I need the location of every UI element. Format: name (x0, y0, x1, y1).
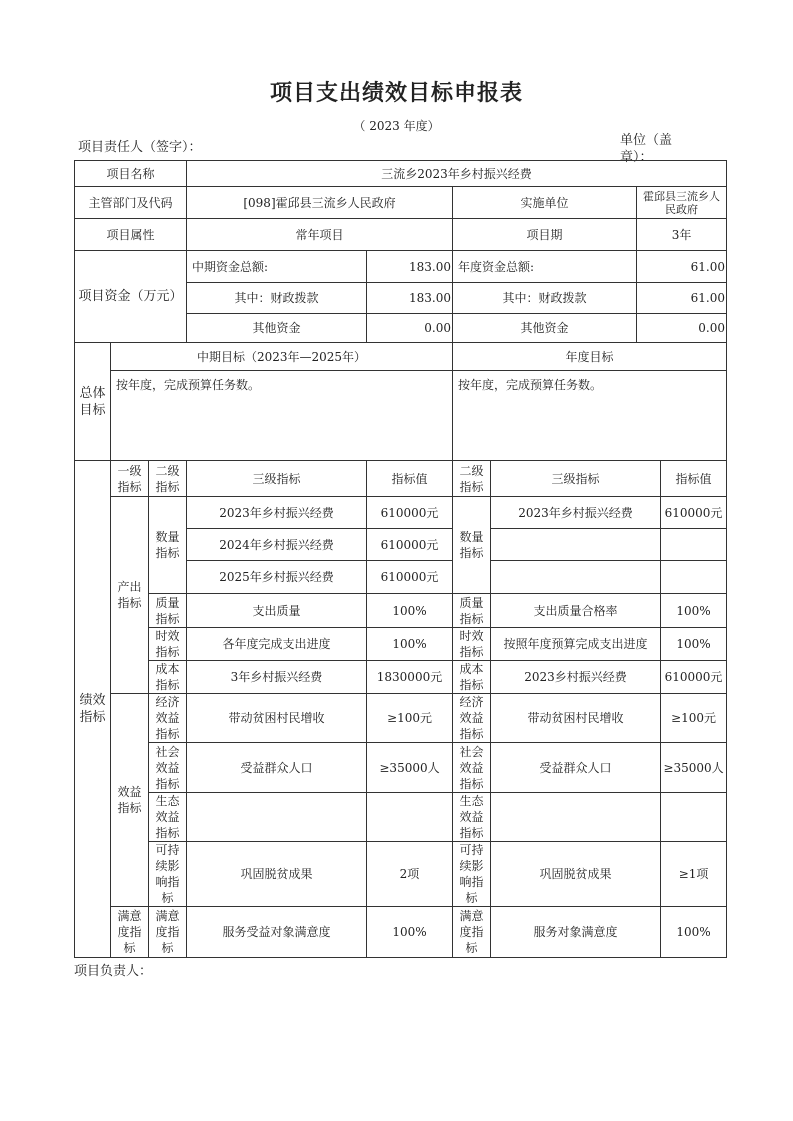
responsible-signature-label: 项目责任人（签字）： (78, 140, 202, 155)
mid-quality-value: 100% (367, 594, 453, 628)
cost-label: 成本指标 (149, 661, 187, 694)
year-satisfy-label: 满意度指标 (453, 907, 491, 958)
year-other: 0.00 (637, 314, 727, 343)
year-q3-value-empty (661, 561, 727, 594)
mid-sustain: 巩固脱贫成果 (187, 842, 367, 907)
project-name: 三流乡2023年乡村振兴经费 (187, 161, 727, 187)
project-leader-label: 项目负责人： (74, 964, 153, 979)
satisfaction-label: 满意度指标 (111, 907, 149, 958)
year-q3-empty (491, 561, 661, 594)
year-goal-text: 按年度，完成预算任务数。 (453, 371, 727, 461)
year-satisfaction: 服务对象满意度 (491, 907, 661, 958)
mid-eco-empty (187, 793, 367, 842)
year-q2-empty (491, 529, 661, 561)
satisfy-label: 满意度指标 (149, 907, 187, 958)
mid-other: 0.00 (367, 314, 453, 343)
year-other-label: 其他资金 (453, 314, 637, 343)
dept-label: 主管部门及代码 (75, 187, 187, 219)
year-economic-label: 经济效益指标 (453, 694, 491, 743)
mid-eco-value-empty (367, 793, 453, 842)
year-q1: 2023年乡村振兴经费 (491, 497, 661, 529)
benefit-label: 效益指标 (111, 694, 149, 907)
mid-goal-text: 按年度，完成预算任务数。 (111, 371, 453, 461)
year-fiscal-label: 其中：财政拨款 (453, 283, 637, 314)
mid-econ-value: ≥100元 (367, 694, 453, 743)
year-q1-value: 610000元 (661, 497, 727, 529)
year-sustain-label: 可持续影响指标 (453, 842, 491, 907)
eco-label: 生态效益指标 (149, 793, 187, 842)
h-value: 指标值 (367, 461, 453, 497)
year-social-label: 社会效益指标 (453, 743, 491, 793)
funds-label: 项目资金（万元） (75, 251, 187, 343)
impl-label: 实施单位 (453, 187, 637, 219)
project-name-label: 项目名称 (75, 161, 187, 187)
h-level2: 二级指标 (149, 461, 187, 497)
mid-time: 各年度完成支出进度 (187, 628, 367, 661)
year-sustain-value: ≥1项 (661, 842, 727, 907)
unit-seal-label: 单位（盖章）： (620, 133, 673, 165)
mid-q1-value: 610000元 (367, 497, 453, 529)
year-social-value: ≥35000人 (661, 743, 727, 793)
social-label: 社会效益指标 (149, 743, 187, 793)
year-sustain: 巩固脱贫成果 (491, 842, 661, 907)
mid-other-label: 其他资金 (187, 314, 367, 343)
h-value-year: 指标值 (661, 461, 727, 497)
sustain-label: 可持续影响指标 (149, 842, 187, 907)
mid-q2: 2024年乡村振兴经费 (187, 529, 367, 561)
h-level1: 一级指标 (111, 461, 149, 497)
timeliness-label: 时效指标 (149, 628, 187, 661)
mid-cost-value: 1830000元 (367, 661, 453, 694)
mid-cost: 3年乡村振兴经费 (187, 661, 367, 694)
year-quality-label: 质量指标 (453, 594, 491, 628)
year-econ: 带动贫困村民增收 (491, 694, 661, 743)
performance-target-table (74, 160, 727, 958)
mid-fiscal: 183.00 (367, 283, 453, 314)
mid-social-value: ≥35000人 (367, 743, 453, 793)
year-time: 按照年度预算完成支出进度 (491, 628, 661, 661)
mid-fiscal-label: 其中：财政拨款 (187, 283, 367, 314)
year-total-label: 年度资金总额: (453, 251, 637, 283)
mid-total: 183.00 (367, 251, 453, 283)
output-label: 产出指标 (111, 497, 149, 694)
year-cost-label: 成本指标 (453, 661, 491, 694)
year-time-value: 100% (661, 628, 727, 661)
year-quality: 支出质量合格率 (491, 594, 661, 628)
mid-q3-value: 610000元 (367, 561, 453, 594)
year-econ-value: ≥100元 (661, 694, 727, 743)
mid-econ: 带动贫困村民增收 (187, 694, 367, 743)
year-total: 61.00 (637, 251, 727, 283)
mid-satisfaction-value: 100% (367, 907, 453, 958)
mid-q3: 2025年乡村振兴经费 (187, 561, 367, 594)
economic-label: 经济效益指标 (149, 694, 187, 743)
page-title: 项目支出绩效目标申报表 (269, 81, 523, 106)
year-fiscal: 61.00 (637, 283, 727, 314)
year-cost: 2023乡村振兴经费 (491, 661, 661, 694)
quality-label: 质量指标 (149, 594, 187, 628)
h-level2-year: 二级指标 (453, 461, 491, 497)
indicators-label: 绩效指标 (75, 461, 111, 958)
dept-value: [098]霍邱县三流乡人民政府 (187, 187, 453, 219)
year-cost-value: 610000元 (661, 661, 727, 694)
h-level3: 三级指标 (187, 461, 367, 497)
year-q2-value-empty (661, 529, 727, 561)
year-eco-value-empty (661, 793, 727, 842)
h-level3-year: 三级指标 (491, 461, 661, 497)
mid-quality: 支出质量 (187, 594, 367, 628)
year-timeliness-label: 时效指标 (453, 628, 491, 661)
year-line: （ 2023 年度） (353, 119, 440, 133)
quantity-label: 数量指标 (149, 497, 187, 594)
attr-label: 项目属性 (75, 219, 187, 251)
mid-q1: 2023年乡村振兴经费 (187, 497, 367, 529)
mid-social: 受益群众人口 (187, 743, 367, 793)
mid-q2-value: 610000元 (367, 529, 453, 561)
year-eco-empty (491, 793, 661, 842)
period-label: 项目期 (453, 219, 637, 251)
year-eco-label: 生态效益指标 (453, 793, 491, 842)
goals-label: 总体目标 (75, 343, 111, 461)
mid-total-label: 中期资金总额: (187, 251, 367, 283)
impl-value: 霍邱县三流乡人民政府 (637, 187, 727, 219)
year-quality-value: 100% (661, 594, 727, 628)
mid-time-value: 100% (367, 628, 453, 661)
mid-goal-header: 中期目标（2023年—2025年） (111, 343, 453, 371)
mid-satisfaction: 服务受益对象满意度 (187, 907, 367, 958)
mid-sustain-value: 2项 (367, 842, 453, 907)
year-goal-header: 年度目标 (453, 343, 727, 371)
year-satisfaction-value: 100% (661, 907, 727, 958)
period-value: 3年 (637, 219, 727, 251)
attr-value: 常年项目 (187, 219, 453, 251)
year-quantity-label: 数量指标 (453, 497, 491, 594)
year-social: 受益群众人口 (491, 743, 661, 793)
